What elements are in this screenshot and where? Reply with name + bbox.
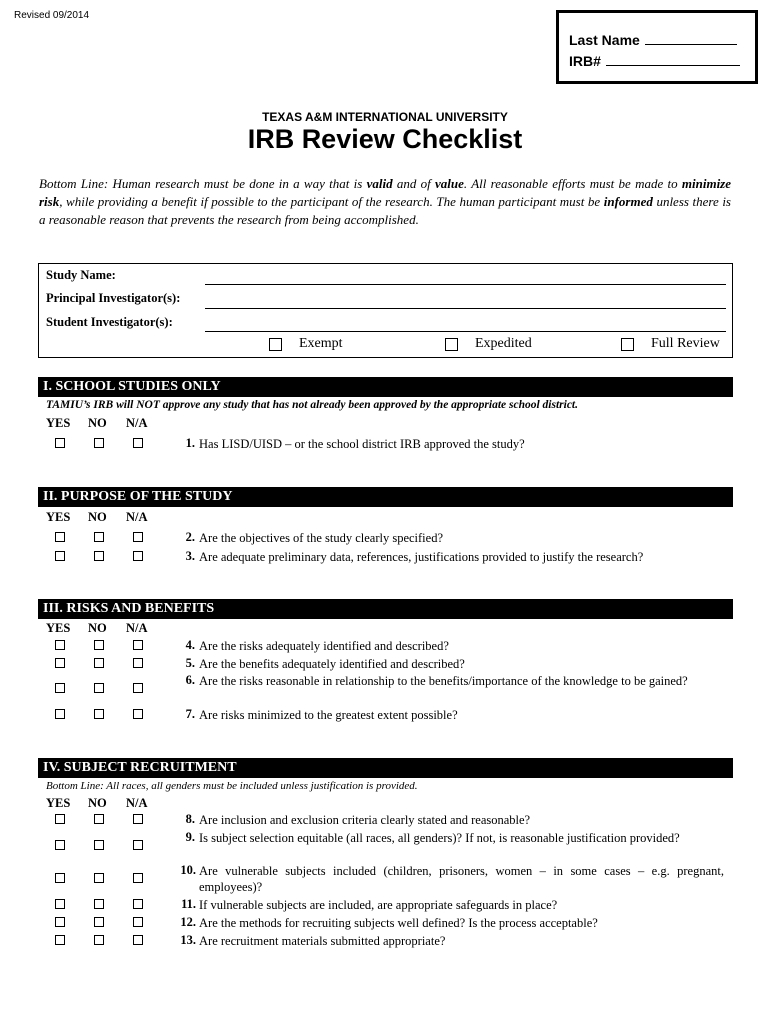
review-option-exempt[interactable] [269,336,343,352]
checkbox-na[interactable] [133,935,143,945]
question-text: If vulnerable subjects are included, are appropriate safeguards in place? [199,898,558,912]
checkbox-na[interactable] [133,917,143,927]
question-number: 1. [185,436,195,450]
question-text: Are inclusion and exclusion criteria clearly stated and reasonable? [199,813,531,827]
question-number: 9. [185,830,195,844]
checkbox-yes[interactable] [55,658,65,668]
question-text: Are recruitment materials submitted appropriate? [199,934,446,948]
checkbox-yes[interactable] [55,532,65,542]
bottom-line-paragraph [39,175,731,229]
checkbox-yes[interactable] [55,551,65,561]
checkbox-exempt[interactable] [269,338,282,351]
checkbox-na[interactable] [133,438,143,448]
name-irb-box [556,10,758,84]
last-name-label: Last Name [569,32,640,48]
checkbox-yes[interactable] [55,814,65,824]
checkbox-yes[interactable] [55,899,65,909]
column-na: N/A [126,510,148,524]
checkbox-no[interactable] [94,917,104,927]
column-na: N/A [126,796,148,810]
question-text: Are the benefits adequately identified and described? [199,657,465,671]
checkbox-na[interactable] [133,814,143,824]
study-name-field[interactable] [205,284,726,285]
section-note-subject-recruitment: Bottom Line: All races, all genders must be included unless justification is provided. [46,780,418,792]
emphasis-minimize-risk: minimize risk [39,176,732,209]
checkbox-na[interactable] [133,709,143,719]
bottom-line-text: unless there is a reasonable reason that prevents the research from being accomplished. [39,194,731,227]
question-number: 3. [185,549,195,563]
principal-investigator-label: Principal Investigator(s): [46,291,181,305]
question-number: 6. [185,673,195,687]
column-yes: YES [46,510,71,524]
review-option-label: Exempt [299,336,343,351]
emphasis-informed: informed [603,194,653,209]
checkbox-yes[interactable] [55,873,65,883]
checkbox-no[interactable] [94,935,104,945]
section-heading-subject-recruitment: IV. SUBJECT RECRUITMENT [38,758,733,778]
checkbox-na[interactable] [133,840,143,850]
section-note-school-studies: TAMIU’s IRB will NOT approve any study that has not already been approved by the appropriate school district. [46,399,578,411]
bottom-line-text: and of [392,176,436,191]
checkbox-na[interactable] [133,640,143,650]
checkbox-no[interactable] [94,683,104,693]
question-text: Are the risks adequately identified and described? [199,639,449,653]
checkbox-na[interactable] [133,873,143,883]
checkbox-no[interactable] [94,873,104,883]
checkbox-yes[interactable] [55,709,65,719]
student-investigator-field[interactable] [205,331,726,332]
question-text: Has LISD/UISD – or the school district IRB approved the study? [199,437,525,451]
column-no: NO [88,510,107,524]
checkbox-na[interactable] [133,551,143,561]
question-number: 12. [180,915,196,929]
column-yes: YES [46,416,71,430]
irb-number-line [569,51,755,72]
review-option-label: Expedited [475,336,532,351]
checkbox-full-review[interactable] [621,338,634,351]
checkbox-yes[interactable] [55,840,65,850]
checkbox-yes[interactable] [55,640,65,650]
column-yes: YES [46,796,71,810]
column-no: NO [88,796,107,810]
last-name-line [569,30,755,51]
emphasis-value: value [435,176,464,191]
question-number: 5. [185,656,195,670]
irb-number-field[interactable] [606,52,740,66]
question-text: Are adequate preliminary data, references, justifications provided to justify the research? [199,550,644,564]
question-text: Are the methods for recruiting subjects well defined? Is the process acceptable? [199,916,598,930]
bottom-line-text: , while providing a benefit if possible to the participant of the research. The human participant must be [59,194,604,209]
section-heading-purpose: II. PURPOSE OF THE STUDY [38,487,733,507]
question-text: Are the objectives of the study clearly specified? [199,531,444,545]
checkbox-no[interactable] [94,899,104,909]
checkbox-na[interactable] [133,532,143,542]
university-name: TEXAS A&M INTERNATIONAL UNIVERSITY [262,110,508,124]
checkbox-yes[interactable] [55,683,65,693]
question-text: Are the risks reasonable in relationship to the benefits/importance of the knowledge to be gained? [199,674,688,688]
checkbox-no[interactable] [94,658,104,668]
section-heading-school-studies: I. SCHOOL STUDIES ONLY [38,377,733,397]
bottom-line-text: . All reasonable efforts must be made to [463,176,682,191]
review-option-full-review[interactable] [621,336,720,352]
checkbox-no[interactable] [94,532,104,542]
column-na: N/A [126,621,148,635]
study-info-box [38,263,733,358]
question-number: 2. [185,530,195,544]
bottom-line-text: Bottom Line: Human research must be done in a way that is [39,176,367,191]
checkbox-no[interactable] [94,814,104,824]
checkbox-yes[interactable] [55,917,65,927]
principal-investigator-field[interactable] [205,308,726,309]
student-investigator-label: Student Investigator(s): [46,315,173,329]
column-yes: YES [46,621,71,635]
page-title: IRB Review Checklist [247,124,523,154]
section-heading-risks-benefits: III. RISKS AND BENEFITS [38,599,733,619]
column-na: N/A [126,416,148,430]
question-number: 8. [185,812,195,826]
checkbox-na[interactable] [133,899,143,909]
checkbox-na[interactable] [133,683,143,693]
question-text: Is subject selection equitable (all races, all genders)? If not, is reasonable justification provided? [199,831,680,845]
question-text: Are risks minimized to the greatest extent possible? [199,708,458,722]
review-option-label: Full Review [651,336,720,351]
checkbox-expedited[interactable] [445,338,458,351]
last-name-field[interactable] [645,31,737,45]
emphasis-valid: valid [366,176,393,191]
study-name-label: Study Name: [46,268,116,282]
question-number: 11. [181,897,196,911]
question-number: 10. [180,863,196,877]
irb-number-label: IRB# [569,53,601,69]
review-option-expedited[interactable] [445,336,532,352]
checkbox-no[interactable] [94,551,104,561]
checkbox-no[interactable] [94,438,104,448]
question-number: 4. [185,638,195,652]
revised-date: Revised 09/2014 [14,10,90,21]
question-number: 7. [185,707,195,721]
checkbox-na[interactable] [133,658,143,668]
question-text: Are vulnerable subjects included (children, prisoners, women – in some cases – e.g. pregnant, employees)? [199,864,724,894]
column-no: NO [88,416,107,430]
checkbox-no[interactable] [94,840,104,850]
question-number: 13. [180,933,196,947]
checkbox-yes[interactable] [55,935,65,945]
checkbox-no[interactable] [94,709,104,719]
column-no: NO [88,621,107,635]
checkbox-yes[interactable] [55,438,65,448]
checkbox-no[interactable] [94,640,104,650]
